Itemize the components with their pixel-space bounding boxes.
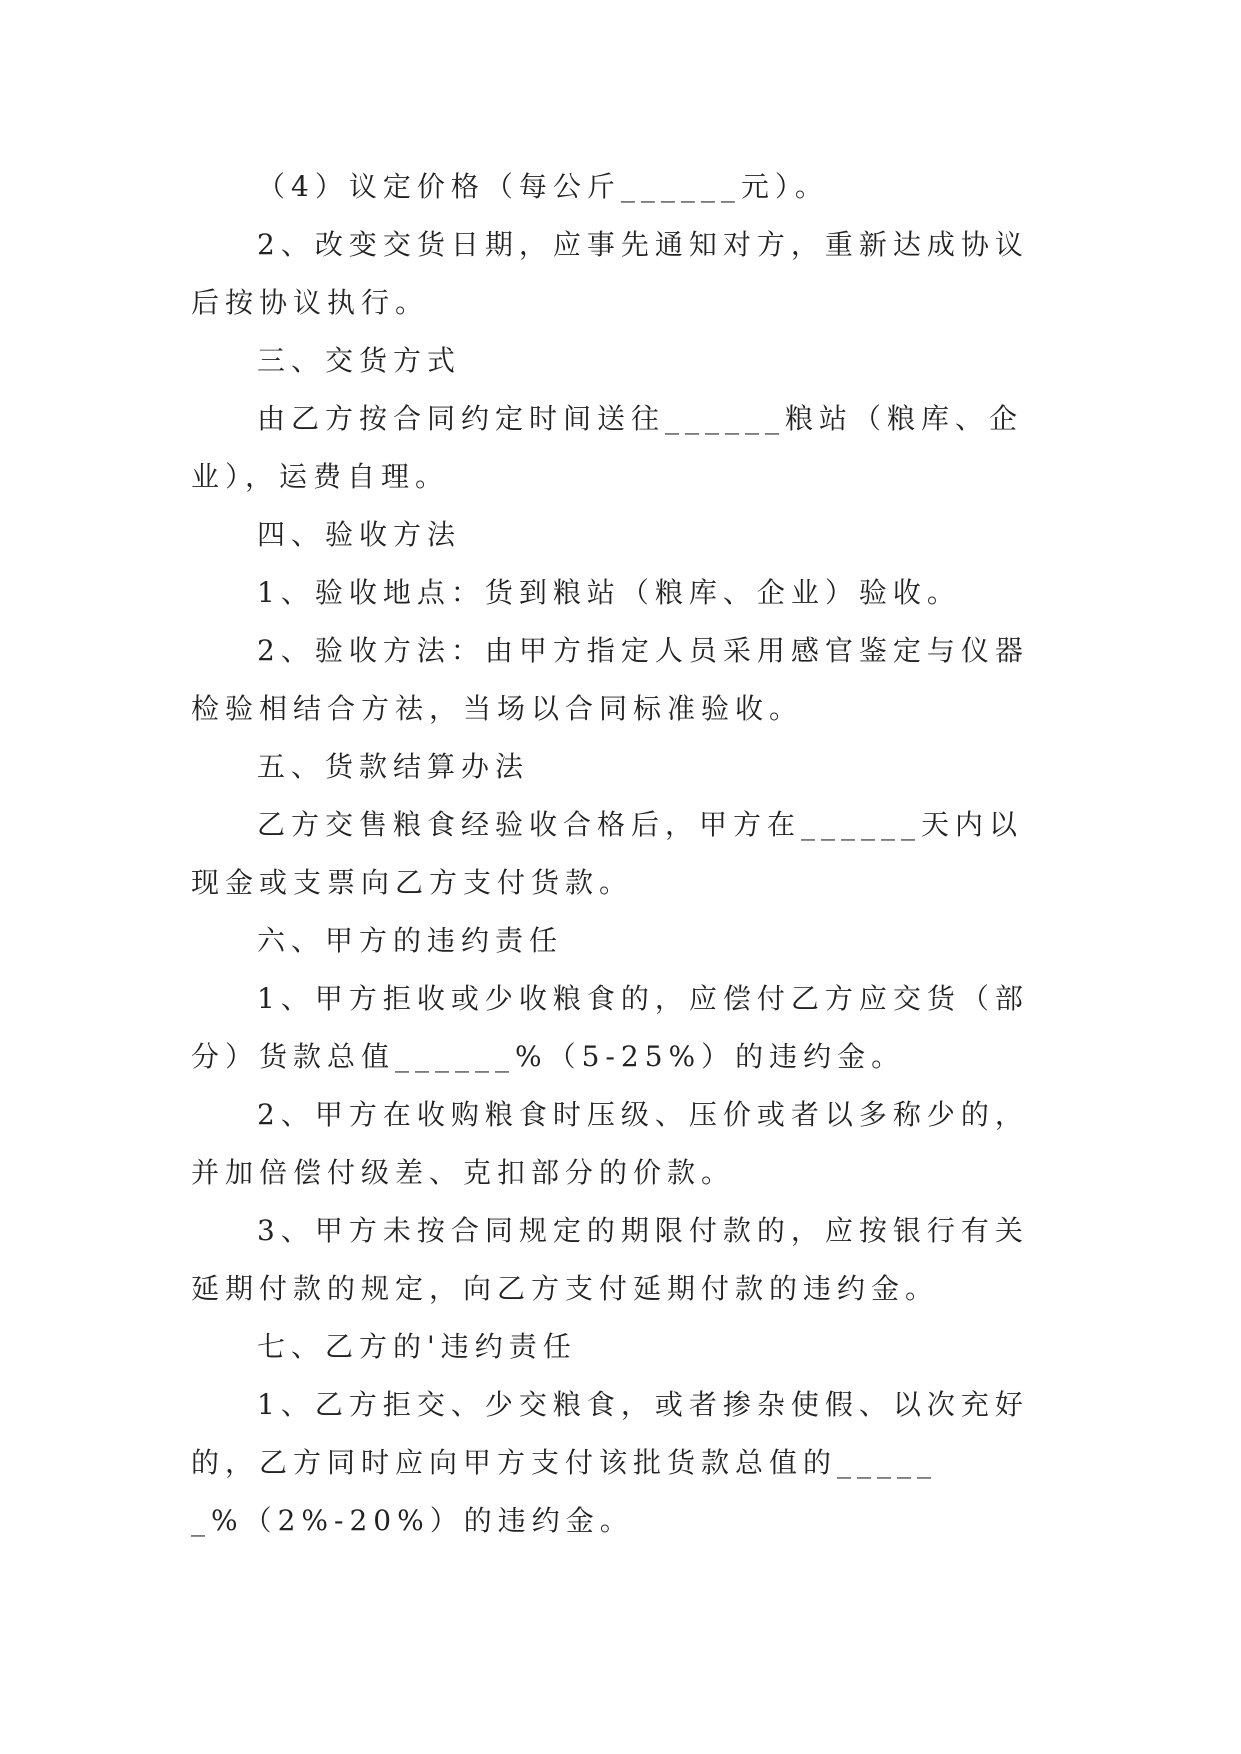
clause-price: （4）议定价格（每公斤______元）。	[257, 170, 829, 203]
clause-party-a-late-payment: 3、甲方未按合同规定的期限付款的，应按银行有关延期付款的规定，向乙方支付延期付款的违约金。	[191, 1214, 1029, 1305]
section-heading-party-a-liability: 六、甲方的违约责任	[257, 924, 564, 957]
section-heading-payment: 五、货款结算办法	[257, 750, 530, 783]
clause-party-b-refusal: 1、乙方拒交、少交粮食，或者掺杂使假、以次充好的，乙方同时应向甲方支付该批货款总值的______%（2%-20%）的违约金。	[191, 1388, 1029, 1537]
clause-payment: 乙方交售粮食经验收合格后，甲方在______天内以现金或支票向乙方支付货款。	[191, 808, 1024, 899]
clause-change-delivery-date: 2、改变交货日期，应事先通知对方，重新达成协议后按协议执行。	[191, 228, 1029, 319]
document-body	[191, 158, 1051, 1550]
section-heading-party-b-liability: 七、乙方的'违约责任	[257, 1330, 577, 1363]
clause-delivery-method: 由乙方按合同约定时间送往______粮站（粮库、企业），运费自理。	[191, 402, 1024, 493]
section-heading-delivery-method: 三、交货方式	[257, 344, 462, 377]
clause-inspection-method: 2、验收方法：由甲方指定人员采用感官鉴定与仪器检验相结合方祛，当场以合同标准验收。	[191, 634, 1029, 725]
section-heading-inspection: 四、验收方法	[257, 518, 462, 551]
clause-party-a-refusal: 1、甲方拒收或少收粮食的，应偿付乙方应交货（部分）货款总值______%（5-25%）的违约金。	[191, 982, 1029, 1073]
clause-party-a-underpricing: 2、甲方在收购粮食时压级、压价或者以多称少的，并加倍偿付级差、克扣部分的价款。	[191, 1098, 1029, 1189]
clause-inspection-location: 1、验收地点：货到粮站（粮库、企业）验收。	[257, 576, 961, 609]
